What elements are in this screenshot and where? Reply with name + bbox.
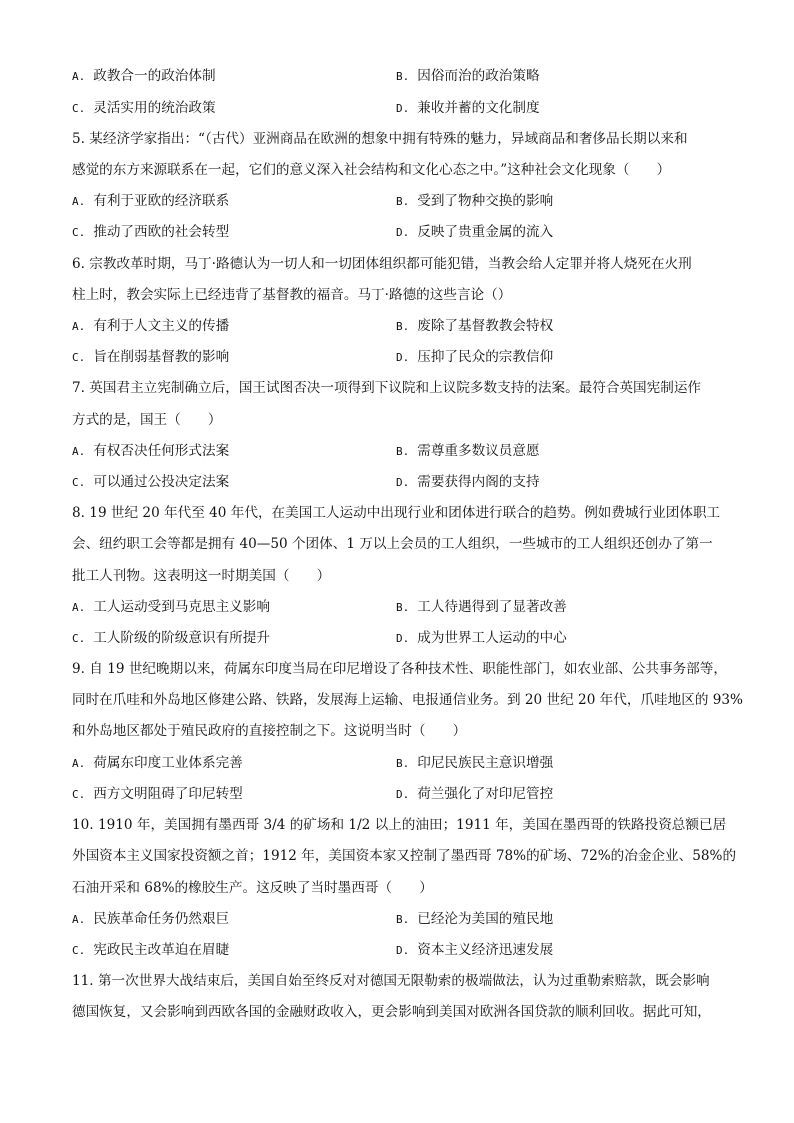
q5-option-d[interactable] [396,222,553,243]
option-letter: A. [72,445,86,458]
option-letter: A. [72,757,86,770]
option-letter: D. [396,632,410,645]
q8-option-a[interactable] [72,597,270,618]
option-letter: B. [396,913,410,926]
option-text: 推动了西欧的社会转型 [93,224,230,240]
q6-stem-line-1: 6. 宗教改革时期，马丁·路德认为一切人和一切团体组织都可能犯错，当教会给人定罪并将人烧死在火刑 [72,256,692,272]
option-letter: A. [72,320,86,333]
option-text: 工人运动受到马克思主义影响 [93,599,270,615]
option-text: 政教合一的政治体制 [93,68,216,84]
q5-option-b[interactable] [396,191,553,212]
option-text: 荷属东印度工业体系完善 [93,755,243,771]
q5-stem-line-2: 感觉的东方来源联系在一起，它们的意义深入社会结构和文化心态之中。”这种社会文化现象（ ） [72,162,671,178]
q7-stem-line-2: 方式的是，国王（ ） [72,412,222,428]
q4-option-c[interactable] [72,98,216,119]
q11-stem-line-2: 德国恢复，又会影响到西欧各国的金融财政收入，更会影响到美国对欧洲各国贷款的顺利回收。据此可知， [72,1004,711,1020]
q8-stem-line-1: 8. 19 世纪 20 年代至 40 年代，在美国工人运动中出现行业和团体进行联合的趋势。例如费城行业团体职工 [72,505,721,521]
option-text: 兼收并蓄的文化制度 [417,100,540,116]
option-letter: C. [72,788,86,801]
q4-option-a[interactable] [72,66,216,87]
option-letter: B. [396,445,410,458]
option-letter: C. [72,632,86,645]
q4-option-d[interactable] [396,98,540,119]
option-text: 需尊重多数议员意愿 [417,443,540,459]
option-text: 民族革命任务仍然艰巨 [93,911,230,927]
q7-option-b[interactable] [396,441,540,462]
option-letter: C. [72,102,86,115]
option-text: 需要获得内阁的支持 [417,474,540,490]
q7-option-c[interactable] [72,472,229,493]
q8-option-d[interactable] [396,628,567,649]
option-letter: D. [396,476,410,489]
option-text: 西方文明阻碍了印尼转型 [93,786,243,802]
option-text: 有权否决任何形式法案 [93,443,230,459]
q10-stem-line-3: 石油开采和 68%的橡胶生产。这反映了当时墨西哥（ ） [72,880,433,896]
option-text: 有利于人文主义的传播 [93,318,230,334]
option-letter: A. [72,195,86,208]
option-letter: D. [396,788,410,801]
option-letter: B. [396,320,410,333]
q10-option-c[interactable] [72,940,229,961]
q9-option-c[interactable] [72,784,243,805]
option-text: 有利于亚欧的经济联系 [93,193,230,209]
q9-stem-line-3: 和外岛地区都处于殖民政府的直接控制之下。这说明当时（ ） [72,723,467,739]
option-text: 废除了基督教教会特权 [417,318,554,334]
option-letter: D. [396,102,410,115]
q10-option-a[interactable] [72,909,229,930]
q10-option-d[interactable] [396,940,553,961]
q6-stem-line-2: 柱上时，教会实际上已经违背了基督教的福音。马丁·路德的这些言论（） [72,287,512,303]
q8-stem-line-3: 批工人刊物。这表明这一时期美国（ ） [72,568,331,584]
q8-option-b[interactable] [396,597,567,618]
q8-stem-line-2: 会、纽约职工会等都是拥有 40—50 个团体、1 万以上会员的工人组织，一些城市的工人组织还创办了第一 [72,536,713,552]
option-letter: C. [72,351,86,364]
option-text: 灵活实用的统治政策 [93,100,216,116]
q6-option-d[interactable] [396,347,553,368]
q9-stem-line-1: 9. 自 19 世纪晚期以来，荷属东印度当局在印尼增设了各种技术性、职能性部门，如农业部、公共事务部等， [72,661,727,677]
option-letter: D. [396,351,410,364]
option-letter: B. [396,195,410,208]
option-letter: C. [72,226,86,239]
q9-option-d[interactable] [396,784,553,805]
option-text: 资本主义经济迅速发展 [417,942,554,958]
option-text: 可以通过公投决定法案 [93,474,230,490]
q6-option-a[interactable] [72,316,229,337]
option-text: 宪政民主改革迫在眉睫 [93,942,230,958]
option-text: 受到了物种交换的影响 [417,193,554,209]
q8-option-c[interactable] [72,628,270,649]
option-letter: B. [396,70,410,83]
option-text: 反映了贵重金属的流入 [417,224,554,240]
q6-option-c[interactable] [72,347,229,368]
option-text: 工人阶级的阶级意识有所提升 [93,630,270,646]
option-letter: B. [396,601,410,614]
q5-stem-line-1: 5. 某经济学家指出：“（古代）亚洲商品在欧洲的想象中拥有特殊的魅力，异域商品和奢侈品长期以来和 [72,131,688,147]
q10-option-b[interactable] [396,909,553,930]
q5-option-a[interactable] [72,191,229,212]
q10-stem-line-2: 外国资本主义国家投资额之首；1912 年，美国资本家又控制了墨西哥 78%的矿场、72%的冶金企业、58%的 [72,848,737,864]
option-letter: A. [72,70,86,83]
q7-option-d[interactable] [396,472,540,493]
option-letter: D. [396,226,410,239]
q5-option-c[interactable] [72,222,229,243]
option-text: 荷兰强化了对印尼管控 [417,786,554,802]
option-letter: D. [396,944,410,957]
option-text: 压抑了民众的宗教信仰 [417,349,554,365]
option-text: 工人待遇得到了显著改善 [417,599,567,615]
q7-option-a[interactable] [72,441,229,462]
option-letter: C. [72,944,86,957]
option-text: 成为世界工人运动的中心 [417,630,567,646]
option-text: 印尼民族民主意识增强 [417,755,554,771]
q11-stem-line-1: 11. 第一次世界大战结束后，美国自始至终反对对德国无限勒索的极端做法，认为过重勒索赔款，既会影响 [72,973,710,989]
q9-option-a[interactable] [72,753,243,774]
q6-option-b[interactable] [396,316,553,337]
q7-stem-line-1: 7. 英国君主立宪制确立后，国王试图否决一项得到下议院和上议院多数支持的法案。最符合英国宪制运作 [72,380,702,396]
option-letter: A. [72,601,86,614]
option-letter: C. [72,476,86,489]
option-text: 旨在削弱基督教的影响 [93,349,230,365]
q4-option-b[interactable] [396,66,540,87]
option-text: 因俗而治的政治策略 [417,68,540,84]
option-letter: B. [396,757,410,770]
option-letter: A. [72,913,86,926]
q9-stem-line-2: 同时在爪哇和外岛地区修建公路、铁路，发展海上运输、电报通信业务。到 20 世纪 20 年代，爪哇地区的 93% [72,692,743,708]
option-text: 已经沦为美国的殖民地 [417,911,554,927]
q10-stem-line-1: 10. 1910 年，美国拥有墨西哥 3/4 的矿场和 1/2 以上的油田；1911 年，美国在墨西哥的铁路投资总额已居 [72,817,727,833]
q9-option-b[interactable] [396,753,553,774]
